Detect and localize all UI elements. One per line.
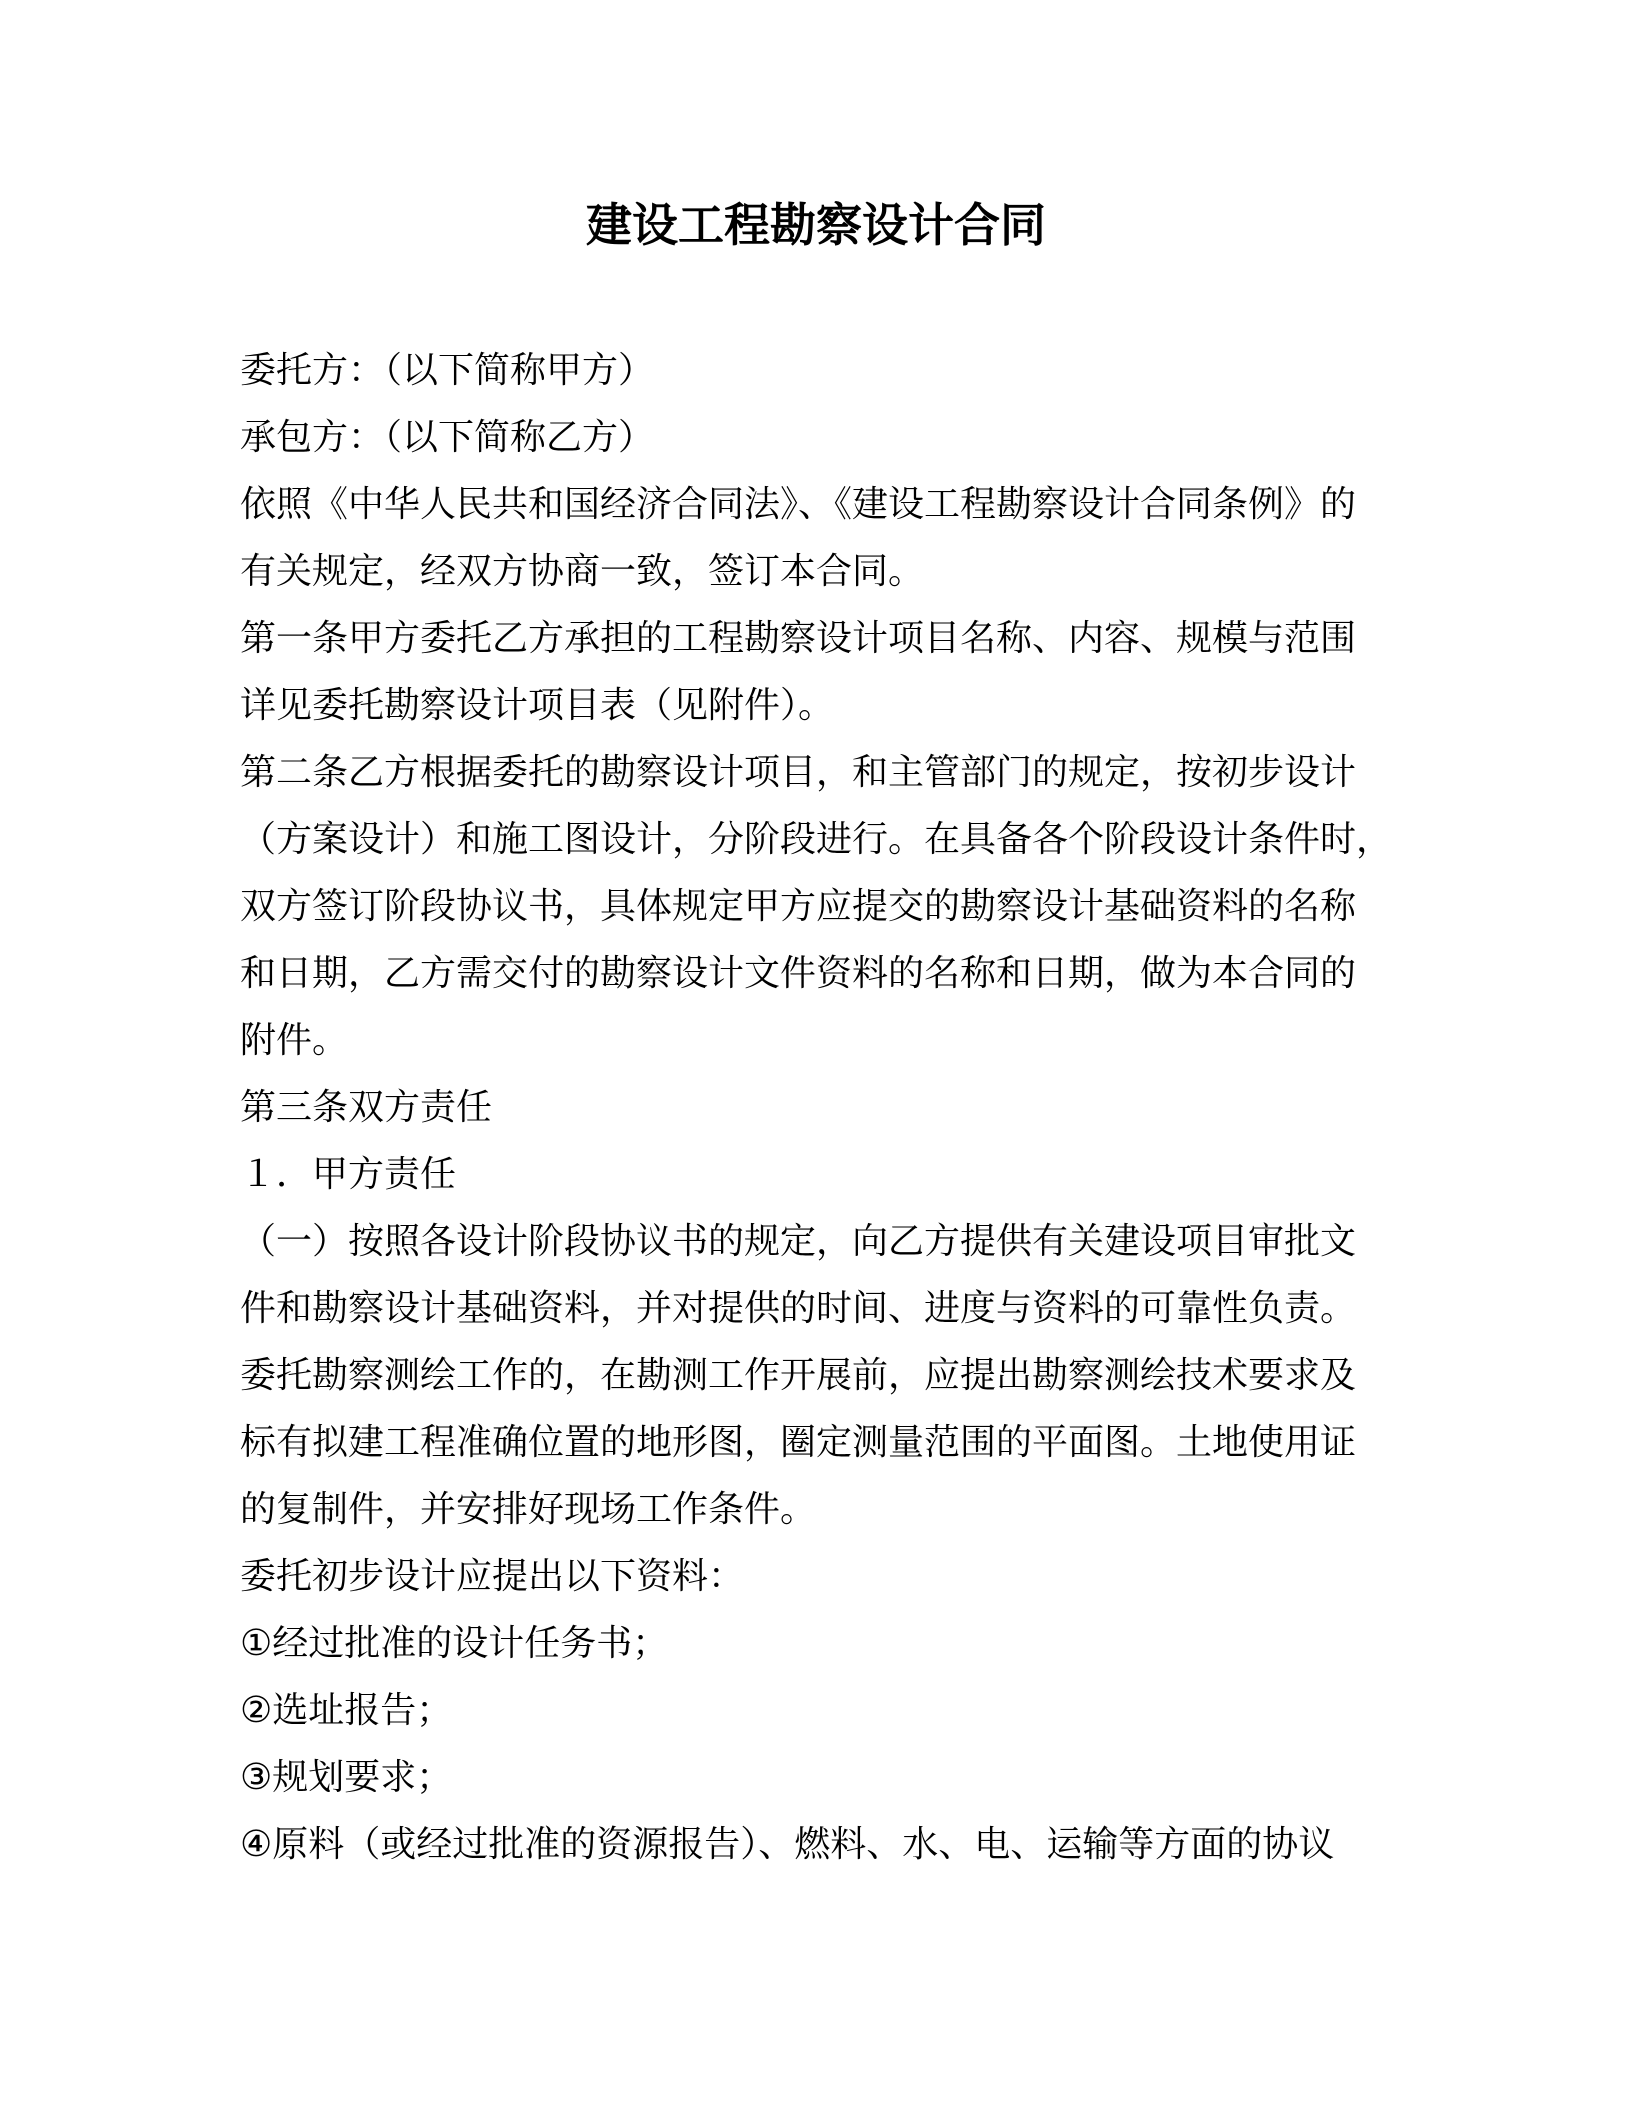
text-line: 详见委托勘察设计项目表（见附件）。 bbox=[240, 685, 835, 726]
text-line: ③规划要求； bbox=[240, 1757, 453, 1798]
text-line: 委托初步设计应提出以下资料： bbox=[240, 1556, 745, 1597]
text-line: 和日期，乙方需交付的勘察设计文件资料的名称和日期，做为本合同的 bbox=[240, 953, 1357, 994]
text-line: 委托方：（以下简称甲方） bbox=[240, 350, 655, 391]
text-line: 标有拟建工程准确位置的地形图，圈定测量范围的平面图。土地使用证 bbox=[240, 1422, 1357, 1463]
text-line: （一）按照各设计阶段协议书的规定，向乙方提供有关建设项目审批文 bbox=[240, 1221, 1357, 1262]
document-body bbox=[240, 337, 1393, 1878]
text-line: 有关规定，经双方协商一致，签订本合同。 bbox=[240, 551, 925, 592]
document-title: 建设工程勘察设计合同 bbox=[586, 198, 1046, 252]
text-line: ④原料（或经过批准的资源报告）、燃料、水、电、运输等方面的协议 bbox=[240, 1824, 1335, 1865]
text-line: 件和勘察设计基础资料，并对提供的时间、进度与资料的可靠性负责。 bbox=[240, 1288, 1357, 1329]
text-line: （方案设计）和施工图设计，分阶段进行。在具备各个阶段设计条件时， bbox=[240, 819, 1393, 860]
text-line: 第一条甲方委托乙方承担的工程勘察设计项目名称、内容、规模与范围 bbox=[240, 618, 1357, 659]
text-line: 第三条双方责任 bbox=[240, 1087, 493, 1128]
text-line: 附件。 bbox=[240, 1020, 349, 1061]
text-line: 双方签订阶段协议书，具体规定甲方应提交的勘察设计基础资料的名称 bbox=[240, 886, 1357, 927]
text-line: ②选址报告； bbox=[240, 1690, 453, 1731]
text-line: 的复制件，并安排好现场工作条件。 bbox=[240, 1489, 817, 1530]
text-line: ①经过批准的设计任务书； bbox=[240, 1623, 669, 1664]
text-line: 第二条乙方根据委托的勘察设计项目，和主管部门的规定，按初步设计 bbox=[240, 752, 1357, 793]
text-line: 委托勘察测绘工作的，在勘测工作开展前，应提出勘察测绘技术要求及 bbox=[240, 1355, 1357, 1396]
text-line: １．甲方责任 bbox=[240, 1154, 457, 1195]
text-line: 依照《中华人民共和国经济合同法》、《建设工程勘察设计合同条例》的 bbox=[240, 484, 1357, 525]
text-line: 承包方：（以下简称乙方） bbox=[240, 417, 655, 458]
